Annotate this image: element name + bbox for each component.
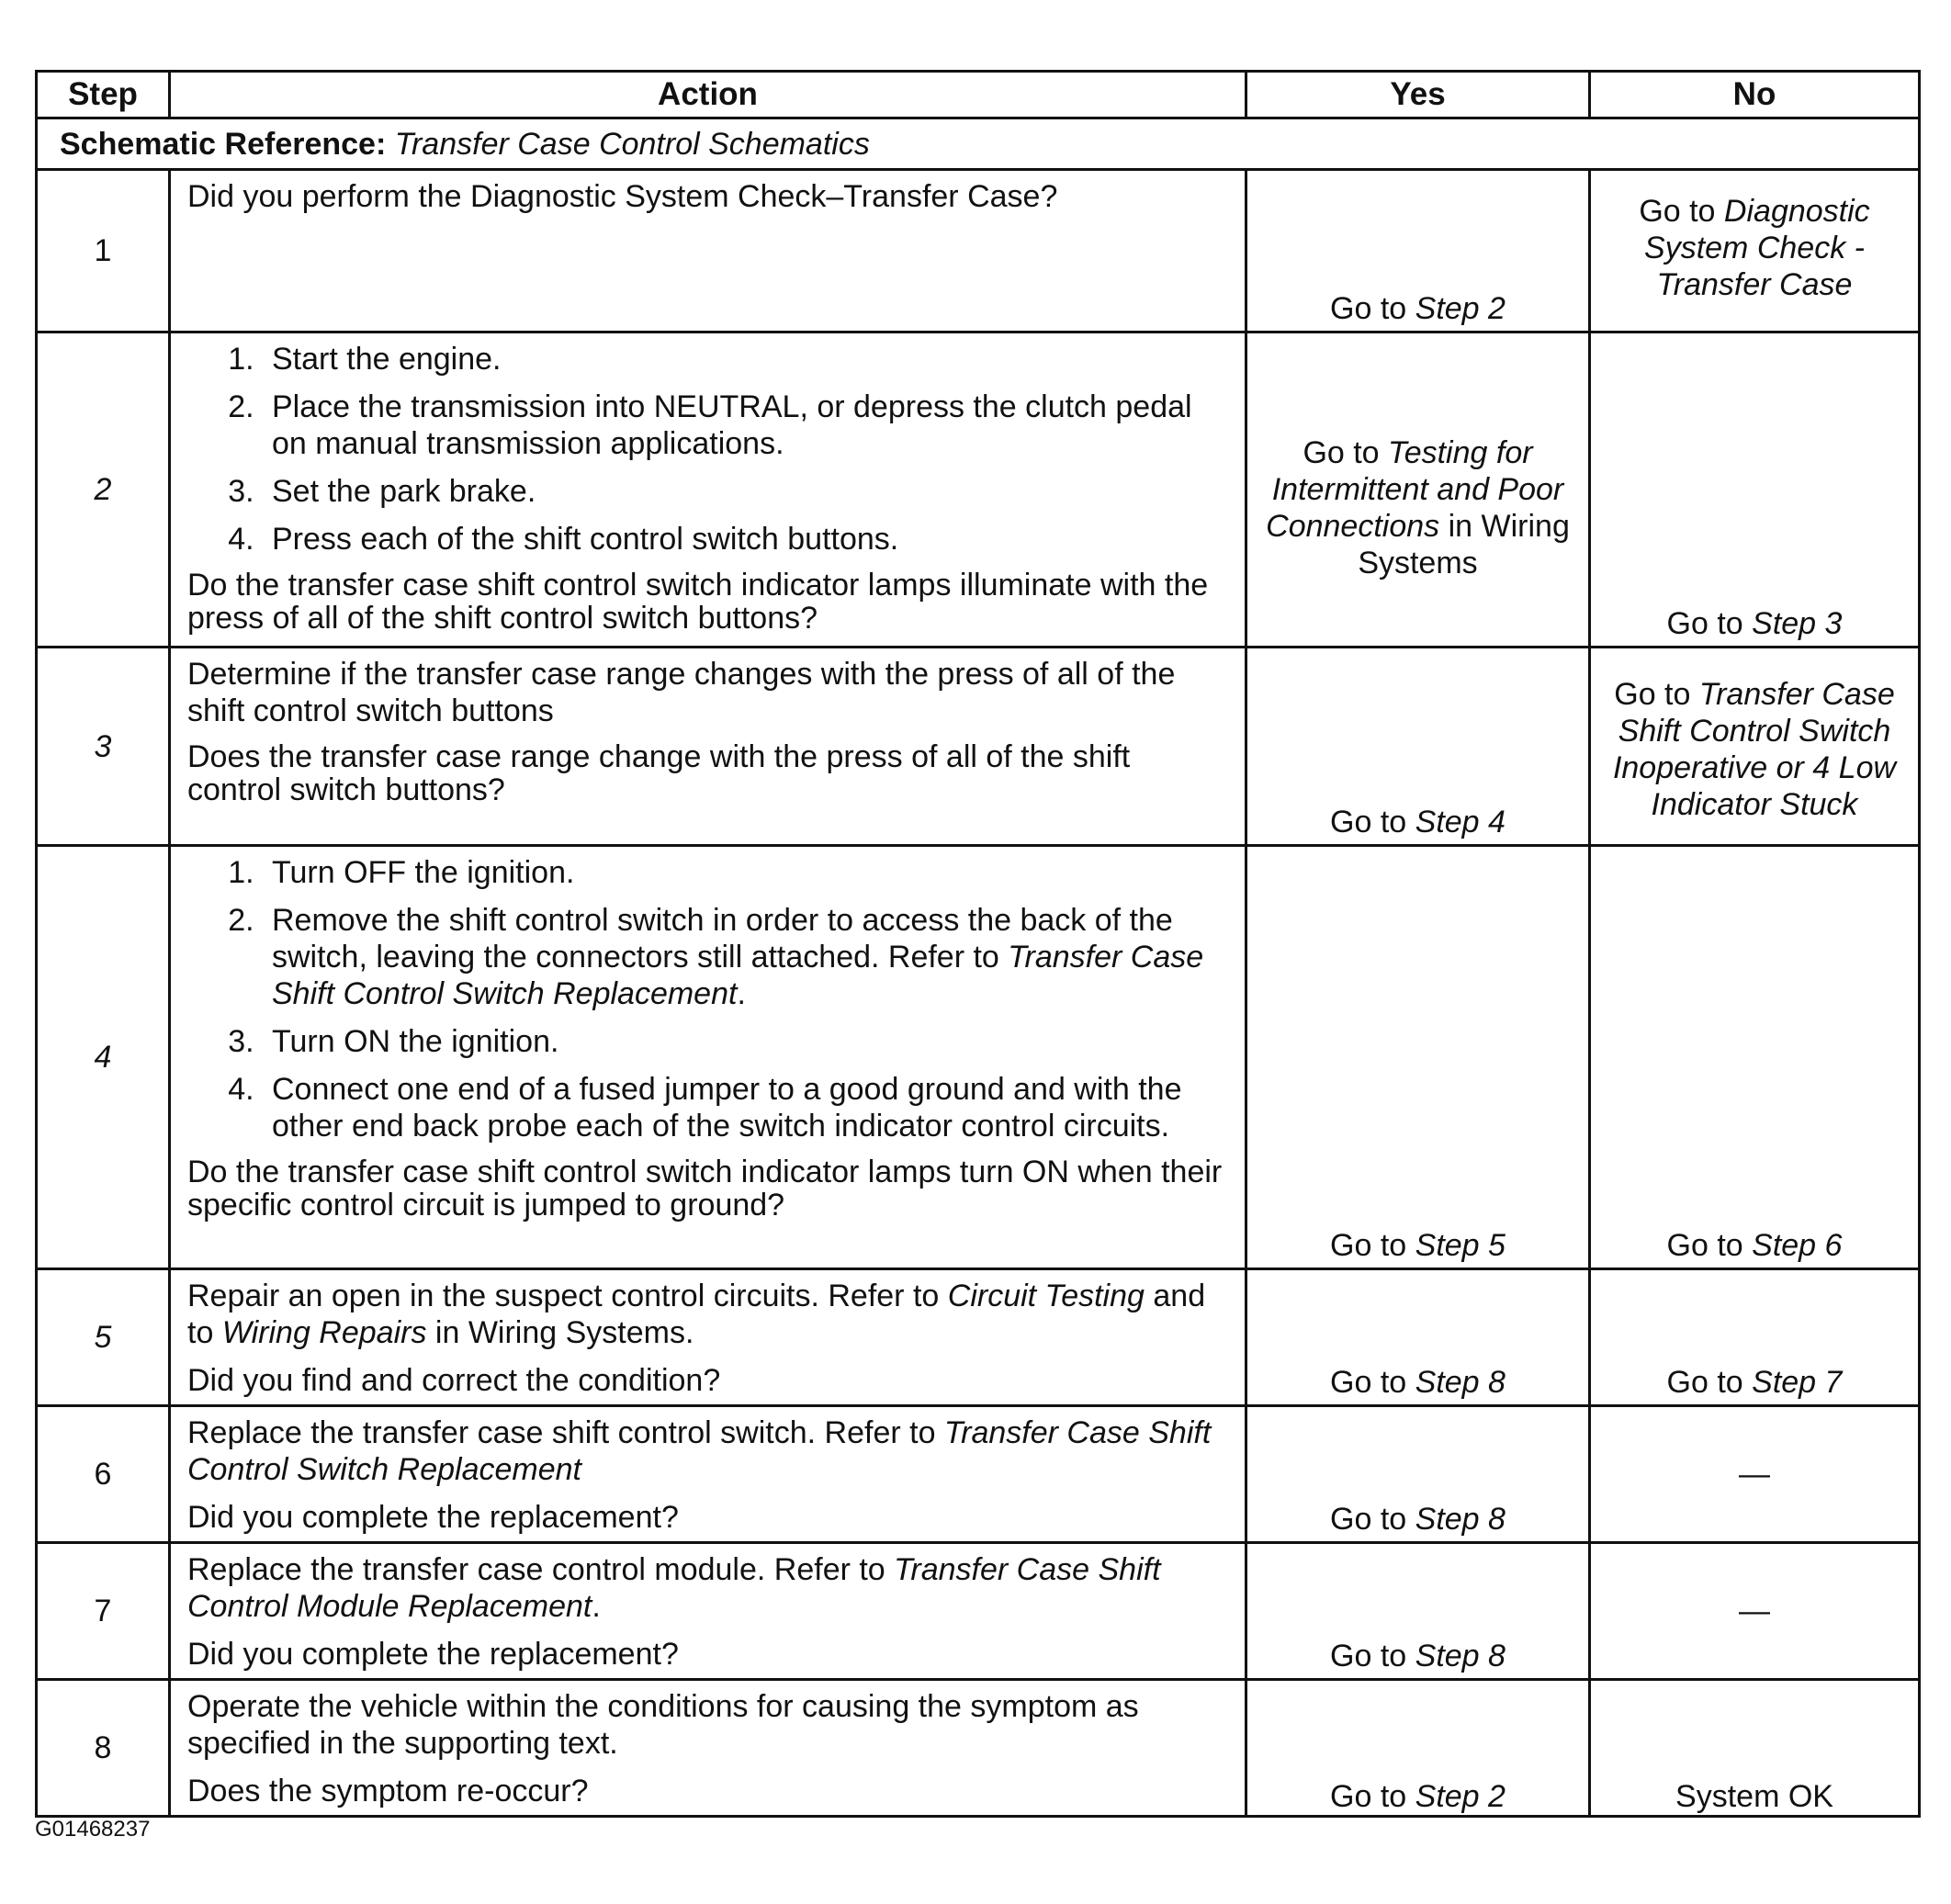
yes-result [1247, 1227, 1588, 1264]
yes-link[interactable]: Step 8 [1415, 1502, 1506, 1537]
step-number [37, 170, 170, 332]
instruction-text: Repair an open in the suspect control circuits. Refer to [187, 1279, 948, 1313]
action-question: Do the transfer case shift control switch indicator lamps illuminate with the press of all of the shift control switch buttons? [187, 568, 1209, 636]
action-cell [170, 648, 1246, 846]
yes-link[interactable]: Step 5 [1415, 1228, 1506, 1263]
table-row [37, 846, 1920, 1269]
instruction-link[interactable]: Transfer Case Shift Control Module Replacement [187, 1552, 1161, 1624]
no-result: System OK [1675, 1779, 1833, 1814]
instruction-text: Replace the transfer case shift control switch. Refer to [187, 1415, 944, 1450]
no-cell [1590, 1680, 1920, 1817]
list-item: 1. Start the engine. [263, 341, 1230, 377]
yes-link[interactable]: Step 8 [1415, 1639, 1506, 1673]
action-question: Did you find and correct the condition? [187, 1363, 721, 1398]
schematic-link[interactable]: Transfer Case Control Schematics [394, 126, 870, 162]
no-cell [1590, 1406, 1920, 1543]
no-cell [1590, 332, 1920, 648]
step-number [37, 648, 170, 846]
action-instruction [187, 1414, 1230, 1488]
step-label: 1 [94, 233, 112, 268]
yes-prefix: Go to [1303, 435, 1389, 471]
table-row [37, 1406, 1920, 1543]
no-cell [1590, 648, 1920, 846]
yes-prefix: Go to [1330, 1365, 1415, 1400]
action-cell [170, 846, 1246, 1269]
instruction-end: . [592, 1589, 601, 1624]
no-prefix: Go to [1639, 194, 1724, 229]
action-cell [170, 1680, 1246, 1817]
header-no: No [1590, 72, 1920, 118]
list-item: 3. Turn ON the ignition. [263, 1023, 1230, 1060]
yes-prefix: Go to [1330, 1502, 1415, 1537]
step-label: 5 [94, 1320, 112, 1355]
action-steps [187, 341, 1230, 558]
no-cell [1590, 846, 1920, 1269]
yes-link[interactable]: Step 2 [1415, 1779, 1506, 1814]
yes-prefix: Go to [1330, 1228, 1415, 1263]
action-instruction: Operate the vehicle within the conditions for causing the symptom as specified in the supporting text. [187, 1689, 1139, 1761]
action-cell [170, 1543, 1246, 1680]
yes-cell [1246, 846, 1590, 1269]
list-item: 3. Set the park brake. [263, 473, 1230, 510]
step-label: 8 [94, 1730, 112, 1765]
step-label: 4 [94, 1040, 112, 1075]
figure-id: G01468237 [35, 1817, 151, 1842]
yes-cell [1246, 1269, 1590, 1406]
no-prefix: Go to [1666, 1365, 1753, 1400]
step-number [37, 332, 170, 648]
yes-result [1247, 804, 1588, 840]
yes-cell [1246, 1680, 1590, 1817]
schematic-reference-row [37, 118, 1920, 170]
table-row [37, 648, 1920, 846]
header-action: Action [170, 72, 1246, 118]
no-result [1591, 676, 1918, 823]
action-question: Did you complete the replacement? [187, 1637, 679, 1672]
table-row [37, 1680, 1920, 1817]
yes-cell [1246, 648, 1590, 846]
header-row [37, 72, 1920, 118]
no-result [1591, 1364, 1918, 1401]
no-result: — [1739, 1457, 1770, 1492]
yes-cell [1246, 1406, 1590, 1543]
no-result [1591, 1227, 1918, 1264]
no-result [1591, 605, 1918, 642]
yes-result [1247, 434, 1588, 581]
no-link[interactable]: Transfer Case Shift Control Switch Inoperative or 4 Low Indicator Stuck [1612, 677, 1897, 822]
no-link[interactable]: Step 6 [1752, 1228, 1843, 1263]
action-instruction [187, 1278, 1230, 1351]
list-item: 2. Place the transmission into NEUTRAL, or depress the clutch pedal on manual transmission applications. [263, 389, 1230, 462]
yes-suffix: in Wiring Systems [1358, 509, 1570, 581]
no-link[interactable]: Diagnostic System Check - Transfer Case [1644, 194, 1870, 302]
step-label: 2 [94, 472, 112, 507]
action-cell [170, 170, 1246, 332]
header-step: Step [37, 72, 170, 118]
no-prefix: Go to [1666, 1228, 1753, 1263]
no-cell [1590, 1269, 1920, 1406]
yes-prefix: Go to [1330, 1639, 1415, 1673]
action-cell [170, 1406, 1246, 1543]
list-item-text: Remove the shift control switch in order to access the back of the switch, leaving the connectors still attached. Refer to [272, 903, 1173, 975]
list-item: 1. Turn OFF the ignition. [263, 854, 1230, 891]
step-number [37, 1269, 170, 1406]
list-item: 4. Press each of the shift control switch buttons. [263, 521, 1230, 558]
yes-result [1247, 1501, 1588, 1538]
instruction-link[interactable]: Transfer Case Shift Control Switch Replacement [187, 1415, 1212, 1487]
yes-cell [1246, 332, 1590, 648]
table-row [37, 332, 1920, 648]
action-steps [187, 854, 1230, 1144]
header-yes: Yes [1246, 72, 1590, 118]
yes-link[interactable]: Step 8 [1415, 1365, 1506, 1400]
action-question: Did you perform the Diagnostic System Check–Transfer Case? [187, 179, 1058, 214]
step-number [37, 1406, 170, 1543]
yes-link[interactable]: Step 4 [1415, 805, 1506, 839]
table-row [37, 1269, 1920, 1406]
yes-prefix: Go to [1330, 291, 1415, 326]
yes-result [1247, 1638, 1588, 1674]
instruction-link[interactable]: Circuit Testing [947, 1279, 1145, 1313]
instruction-link[interactable]: Wiring Repairs [221, 1315, 427, 1350]
step-number [37, 1680, 170, 1817]
action-question: Does the symptom re-occur? [187, 1774, 589, 1808]
yes-result [1247, 290, 1588, 327]
schematic-label: Schematic Reference: [60, 126, 387, 162]
action-question: Does the transfer case range change with the press of all of the shift control switch buttons? [187, 739, 1131, 807]
action-question: Do the transfer case shift control switch indicator lamps turn ON when their specific control circuit is jumped to ground? [187, 1155, 1223, 1222]
yes-prefix: Go to [1330, 1779, 1415, 1814]
action-instruction: Determine if the transfer case range changes with the press of all of the shift control switch buttons [187, 657, 1176, 728]
yes-result [1247, 1364, 1588, 1401]
yes-prefix: Go to [1330, 805, 1415, 839]
diagnostic-table [35, 70, 1921, 1818]
yes-link[interactable]: Step 2 [1415, 291, 1506, 326]
step-label: 6 [94, 1457, 112, 1492]
step-number [37, 846, 170, 1269]
instruction-text: in Wiring Systems. [426, 1315, 694, 1350]
no-link[interactable]: Step 7 [1752, 1365, 1843, 1400]
step-label: 7 [94, 1594, 112, 1628]
yes-cell [1246, 170, 1590, 332]
list-item [263, 902, 1230, 1012]
action-cell [170, 332, 1246, 648]
action-question: Did you complete the replacement? [187, 1500, 679, 1535]
no-prefix: Go to [1614, 677, 1699, 712]
step-number [37, 1543, 170, 1680]
no-cell [1590, 170, 1920, 332]
yes-result [1247, 1778, 1588, 1815]
instruction-text: and to [187, 1279, 1206, 1350]
table-row [37, 1543, 1920, 1680]
action-instruction [187, 1551, 1230, 1625]
step-label: 3 [94, 728, 112, 764]
list-item: 4. Connect one end of a fused jumper to a good ground and with the other end back probe each of the switch indicator control circuits. [263, 1071, 1230, 1144]
yes-link[interactable]: Testing for Intermittent and Poor Connections [1266, 435, 1564, 545]
no-link[interactable]: Step 3 [1752, 606, 1843, 641]
no-result: — [1739, 1594, 1770, 1628]
no-result [1591, 193, 1918, 303]
yes-cell [1246, 1543, 1590, 1680]
action-cell [170, 1269, 1246, 1406]
no-prefix: Go to [1666, 606, 1753, 641]
list-item-link[interactable]: Transfer Case Shift Control Switch Replacement [272, 940, 1204, 1011]
table-row [37, 170, 1920, 332]
list-item-end: . [737, 976, 746, 1011]
no-cell [1590, 1543, 1920, 1680]
schematic-reference [37, 118, 1920, 170]
instruction-text: Replace the transfer case control module. Refer to [187, 1552, 895, 1587]
